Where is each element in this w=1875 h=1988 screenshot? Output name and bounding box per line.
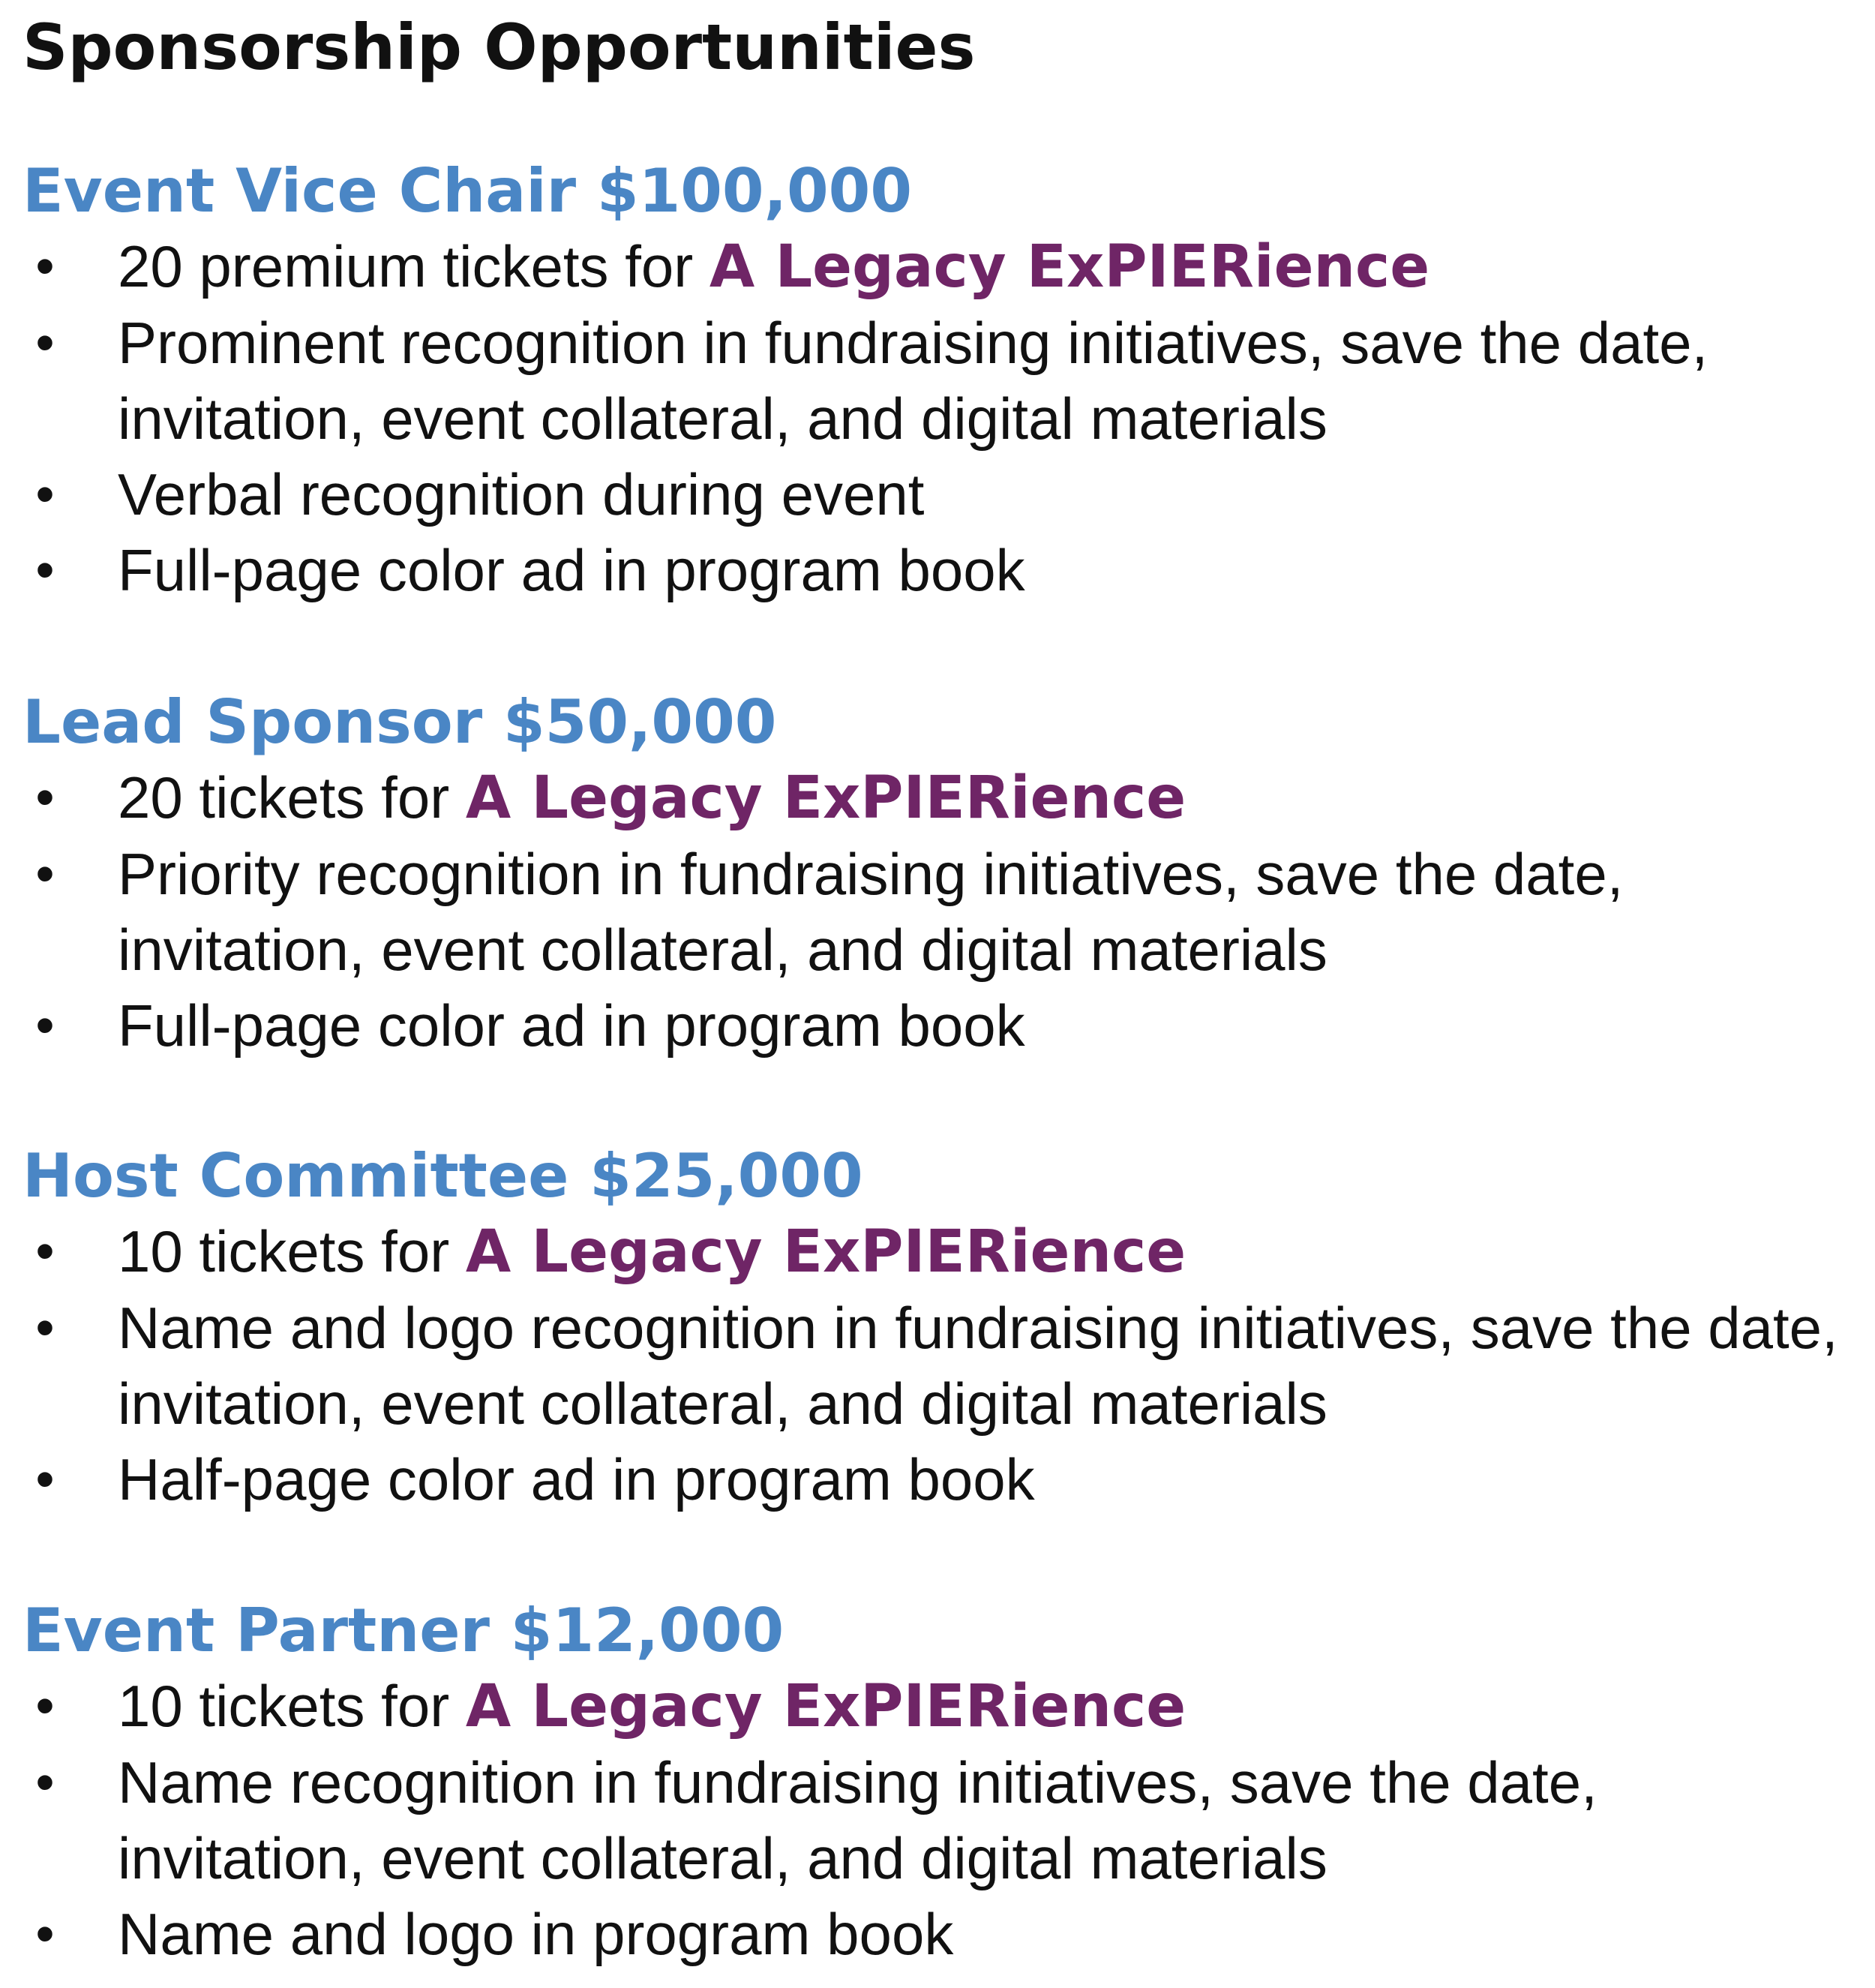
benefit-text: 20 tickets for [118, 764, 466, 830]
benefit-text: 20 premium tickets for [118, 233, 710, 299]
bullet-icon: • [35, 1752, 55, 1812]
benefit-item [22, 836, 1852, 988]
benefit-item [22, 1745, 1852, 1896]
event-name: A Legacy ExPIERience [709, 233, 1430, 301]
benefit-item [22, 760, 1852, 836]
benefit-text: Verbal recognition during event [118, 461, 925, 527]
bullet-icon: • [35, 1449, 55, 1509]
benefit-item [22, 988, 1852, 1064]
benefit-item [22, 1442, 1852, 1518]
benefit-item [22, 1290, 1852, 1442]
bullet-icon: • [35, 1221, 55, 1281]
tier-host-committee [22, 1139, 1852, 1518]
benefits-list [22, 760, 1852, 1064]
benefit-item [22, 305, 1852, 457]
benefits-list [22, 1214, 1852, 1518]
bullet-icon: • [35, 1298, 55, 1358]
event-name: A Legacy ExPIERience [465, 1673, 1186, 1740]
tier-heading: Host Committee $25,000 [22, 1141, 863, 1211]
benefit-text: Prominent recognition in fundraising initiatives, save the date, invitation, event collateral, and digital materials [118, 310, 1708, 452]
bullet-icon: • [35, 844, 55, 904]
event-name: A Legacy ExPIERience [465, 1218, 1186, 1286]
benefit-text: Priority recognition in fundraising initiatives, save the date, invitation, event collateral, and digital materials [118, 841, 1624, 983]
bullet-icon: • [35, 464, 55, 524]
tier-heading: Lead Sponsor $50,000 [22, 687, 777, 757]
tier-heading: Event Partner $12,000 [22, 1596, 784, 1665]
benefit-text: Name and logo recognition in fundraising initiatives, save the date, invitation, event collateral, and digital materials [118, 1295, 1838, 1437]
benefit-item [22, 229, 1852, 305]
event-name: A Legacy ExPIERience [465, 764, 1186, 832]
benefit-text: 10 tickets for [118, 1218, 466, 1284]
bullet-icon: • [35, 313, 55, 373]
benefit-item [22, 1896, 1852, 1972]
benefit-text: Full-page color ad in program book [118, 537, 1025, 603]
benefit-item [22, 457, 1852, 533]
bullet-icon: • [35, 767, 55, 827]
benefit-item [22, 533, 1852, 608]
benefits-list [22, 1668, 1852, 1972]
benefit-text: 10 tickets for [118, 1673, 466, 1739]
benefit-item [22, 1214, 1852, 1290]
bullet-icon: • [35, 1904, 55, 1964]
bullet-icon: • [35, 996, 55, 1056]
bullet-icon: • [35, 236, 55, 296]
benefit-text: Name recognition in fundraising initiatives, save the date, invitation, event collateral, and digital materials [118, 1749, 1598, 1891]
benefit-text: Full-page color ad in program book [118, 992, 1025, 1059]
benefit-text: Name and logo in program book [118, 1901, 954, 1967]
tier-event-vice-chair [22, 154, 1852, 608]
tier-lead-sponsor [22, 685, 1852, 1064]
benefit-text: Half-page color ad in program book [118, 1446, 1035, 1512]
benefits-list [22, 229, 1852, 608]
bullet-icon: • [35, 540, 55, 600]
bullet-icon: • [35, 1676, 55, 1736]
page-title: Sponsorship Opportunities [22, 11, 976, 84]
benefit-item [22, 1668, 1852, 1745]
tier-event-partner [22, 1593, 1852, 1972]
tier-heading: Event Vice Chair $100,000 [22, 156, 912, 226]
